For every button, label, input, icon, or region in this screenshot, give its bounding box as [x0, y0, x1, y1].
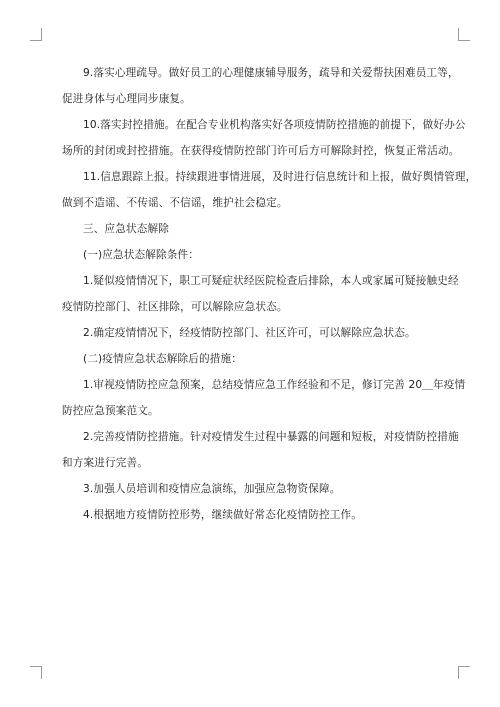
paragraph-line: 1.审视疫情防控应急预案，总结疫情应急工作经验和不足，修订完善 20＿年疫情	[83, 379, 466, 391]
paragraph-line: 2.完善疫情防控措施。针对疫情发生过程中暴露的问题和短板，对疫情防控措施	[83, 431, 459, 443]
paragraph-gap	[62, 496, 444, 508]
crop-mark-top-left-v	[41, 28, 42, 40]
paragraph-line: (二)疫情应急状态解除后的措施：	[83, 353, 242, 365]
paragraph-line: 促进身体与心理同步康复。	[62, 93, 191, 105]
paragraph-line: 11.信息跟踪上报。持续跟进事情进展，及时进行信息统计和上报，做好舆情管理，	[83, 171, 477, 183]
paragraph-m3	[62, 482, 444, 496]
paragraph-c2	[62, 326, 444, 340]
paragraph-line: (一)应急状态解除条件：	[83, 249, 200, 261]
paragraph-line: 三、应急状态解除	[83, 223, 169, 235]
paragraph-line: 疫情防控部门、社区排除，可以解除应急状态。	[62, 301, 288, 313]
paragraph-line: 9.落实心理疏导。做好员工的心理健康辅导服务，疏导和关爱帮扶困难员工等，	[83, 67, 459, 79]
paragraph-p9	[62, 66, 459, 106]
paragraph-line: 3.加强人员培训和疫情应急演练，加强应急物资保障。	[83, 483, 341, 495]
paragraph-line: 4.根据地方疫情防控形势，继续做好常态化疫情防控工作。	[83, 509, 362, 521]
paragraph-line: 做到不造谣、不传谣、不信谣，维护社会稳定。	[62, 197, 288, 209]
crop-mark-top-right-v	[458, 28, 459, 40]
paragraph-gap	[62, 106, 444, 118]
paragraph-s3b	[62, 352, 444, 366]
paragraph-gap	[62, 236, 444, 248]
paragraph-gap	[62, 470, 444, 482]
paragraph-gap	[62, 314, 444, 326]
paragraph-m2	[62, 430, 459, 470]
crop-mark-bottom-left-v	[41, 667, 42, 679]
paragraph-m1	[62, 378, 466, 418]
paragraph-p11	[62, 170, 477, 210]
paragraph-line: 2.确定疫情情况下，经疫情防控部门、社区许可，可以解除应急状态。	[83, 327, 416, 339]
paragraph-s3a	[62, 248, 444, 262]
paragraph-line: 10.落实封控措施。在配合专业机构落实好各项疫情防控措施的前提下，做好办公	[83, 119, 466, 131]
crop-mark-top-right	[458, 40, 470, 41]
paragraph-m4	[62, 508, 444, 522]
paragraph-line: 场所的封闭或封控措施。在获得疫情防控部门许可后方可解除封控，恢复正常活动。	[62, 145, 460, 157]
paragraph-p10	[62, 118, 466, 158]
paragraph-gap	[62, 210, 444, 222]
paragraph-gap	[62, 418, 444, 430]
paragraph-gap	[62, 158, 444, 170]
paragraph-line: 1.疑似疫情情况下，职工可疑症状经医院检查后排除，本人或家属可疑接触史经	[83, 275, 459, 287]
paragraph-gap	[62, 262, 444, 274]
paragraph-c1	[62, 274, 459, 314]
paragraph-gap	[62, 366, 444, 378]
document-body	[62, 66, 477, 522]
paragraph-line: 和方案进行完善。	[62, 457, 148, 469]
crop-mark-bottom-right-v	[458, 667, 459, 679]
paragraph-line: 防控应急预案范文。	[62, 405, 159, 417]
paragraph-s3	[62, 222, 444, 236]
paragraph-gap	[62, 340, 444, 352]
crop-mark-bottom-right	[458, 666, 470, 667]
crop-mark-top-left	[30, 40, 42, 41]
